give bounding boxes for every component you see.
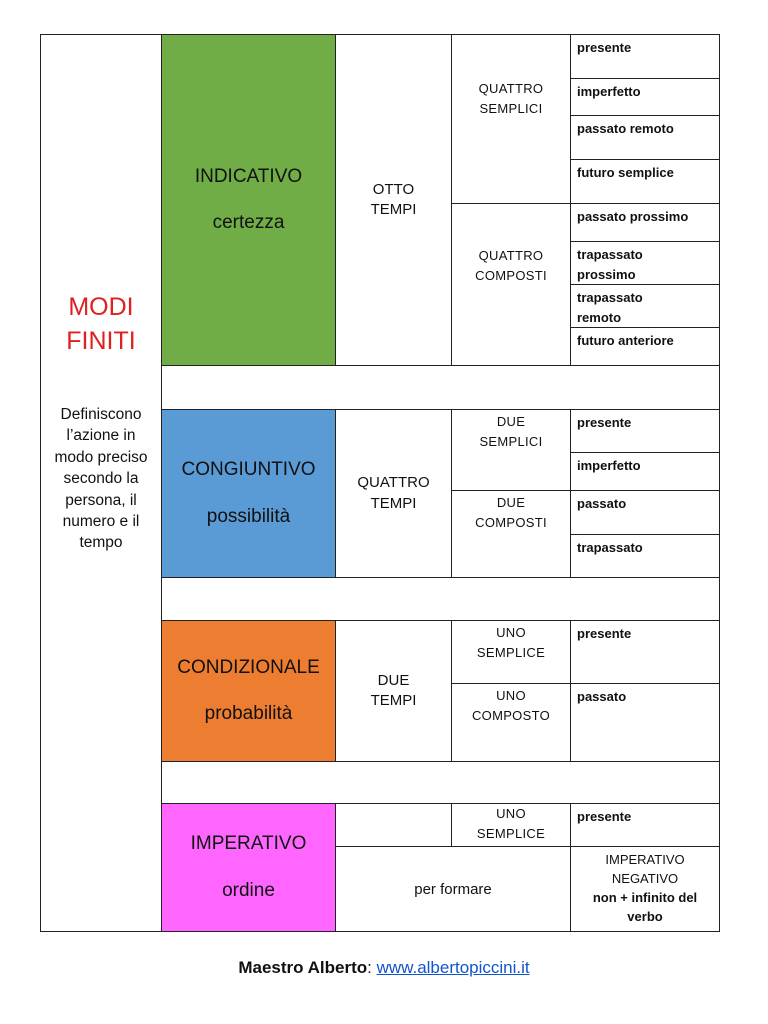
- tense-cell: passato: [570, 490, 720, 535]
- mode-condizionale-cell: [161, 620, 336, 762]
- mode-desc: probabilità: [204, 703, 293, 725]
- mode-desc: certezza: [212, 212, 285, 234]
- mode-name: IMPERATIVO: [190, 833, 307, 855]
- negativo-line3: non + infinito del: [592, 890, 698, 905]
- per-formare-label: per formare: [414, 880, 492, 898]
- tense-cell: trapassato: [570, 534, 720, 578]
- tempi-line1: OTTO: [372, 180, 415, 198]
- title-line1: MODI: [68, 293, 134, 322]
- mode-name: INDICATIVO: [194, 165, 303, 187]
- group-line1: UNO: [496, 806, 526, 821]
- tempi-line2: TEMPI: [370, 494, 417, 512]
- group-line2: COMPOSTO: [471, 707, 550, 723]
- mode-name: CONGIUNTIVO: [181, 459, 316, 481]
- group-line1: QUATTRO: [478, 81, 544, 96]
- tense-cell: presente: [570, 620, 720, 684]
- mode-indicativo-cell: [161, 34, 336, 366]
- imperativo-negativo-cell: [570, 846, 720, 932]
- negativo-line2: NEGATIVO: [611, 871, 679, 887]
- tense-cell: imperfetto: [570, 452, 720, 491]
- group-line1: UNO: [496, 625, 526, 640]
- group-line1: UNO: [496, 688, 526, 703]
- tense-cell: passato prossimo: [570, 203, 720, 242]
- tense-cell: futuro semplice: [570, 159, 720, 204]
- spacer-row: [161, 577, 720, 621]
- footer-separator: :: [367, 958, 377, 977]
- tempi-line1: QUATTRO: [357, 474, 430, 492]
- group-line1: QUATTRO: [478, 248, 544, 263]
- modi-finiti-title: [40, 285, 162, 365]
- tempi-cell: [335, 409, 452, 578]
- tense-cell: imperfetto: [570, 78, 720, 116]
- footer-author: Maestro Alberto: [238, 958, 368, 977]
- tense-cell: trapassato prossimo: [570, 241, 720, 285]
- tense-cell: trapassato remoto: [570, 284, 720, 328]
- empty-cell: [335, 803, 452, 847]
- tempi-line1: DUE: [377, 671, 410, 689]
- group-cell: [451, 203, 571, 366]
- group-line2: SEMPLICI: [479, 100, 543, 116]
- group-cell: [451, 490, 571, 578]
- negativo-line4: verbo: [627, 908, 663, 924]
- mode-name: CONDIZIONALE: [177, 656, 320, 678]
- tense-cell: futuro anteriore: [570, 327, 720, 366]
- tense-cell: presente: [570, 803, 720, 847]
- group-cell: [451, 683, 571, 762]
- group-cell: [451, 620, 571, 684]
- spacer-row: [161, 365, 720, 410]
- mode-desc: possibilità: [206, 505, 291, 527]
- tense-cell: passato: [570, 683, 720, 762]
- per-formare-cell: [335, 846, 571, 932]
- negativo-line1: IMPERATIVO: [605, 852, 685, 868]
- group-line2: SEMPLICE: [476, 644, 546, 660]
- group-line2: SEMPLICI: [479, 433, 543, 449]
- tempi-line2: TEMPI: [370, 201, 417, 218]
- tense-cell: passato remoto: [570, 115, 720, 160]
- footer: [0, 958, 768, 978]
- left-description: Definiscono l’azione in modo preciso secondo la persona, il numero e il tempo: [54, 406, 148, 552]
- mode-imperativo-cell: [161, 803, 336, 932]
- tempi-cell: [335, 34, 452, 366]
- footer-link[interactable]: www.albertopiccini.it: [376, 958, 530, 977]
- group-cell: [451, 803, 571, 847]
- spacer-row: [161, 761, 720, 804]
- group-cell: [451, 409, 571, 491]
- tempi-line2: TEMPI: [370, 692, 417, 709]
- mode-congiuntivo-cell: [161, 409, 336, 578]
- group-line2: COMPOSTI: [475, 514, 547, 530]
- tense-cell: presente: [570, 409, 720, 453]
- tempi-cell: [335, 620, 452, 762]
- group-line1: DUE: [496, 495, 526, 510]
- group-cell: [451, 34, 571, 204]
- mode-desc: ordine: [222, 879, 275, 901]
- title-line2: FINITI: [66, 327, 136, 355]
- group-line1: DUE: [496, 414, 526, 429]
- group-line2: SEMPLICE: [476, 825, 546, 841]
- group-line2: COMPOSTI: [475, 267, 547, 283]
- tense-cell: presente: [570, 34, 720, 79]
